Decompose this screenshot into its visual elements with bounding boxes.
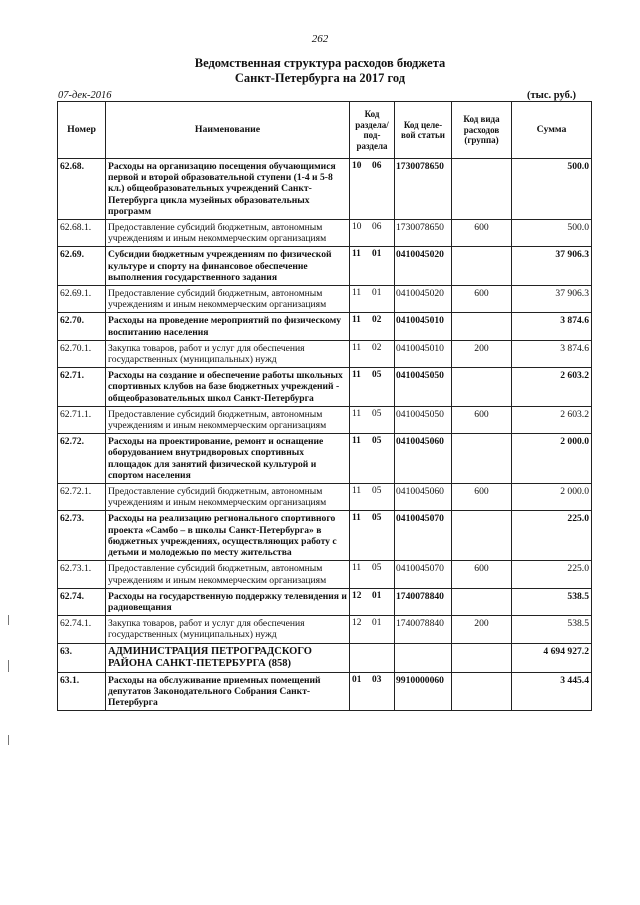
- row-podrazdel: 05: [372, 370, 382, 381]
- row-article: 1730078650: [395, 159, 452, 220]
- row-vid: 200: [452, 616, 512, 643]
- row-name: Расходы на обслуживание приемных помещений депутатов Законодательного Собрания Санкт-Петербурга: [106, 672, 350, 711]
- row-article: 0410045020: [395, 247, 452, 286]
- header-vid: Код вида расходов (группа): [452, 102, 512, 159]
- row-name: Расходы на реализацию регионального спортивного проекта «Самбо – в школы Санкт-Петербурга» в бюджетных учреждениях, осуществляющих работу с детьми и молодежью по месту жительства: [106, 511, 350, 561]
- row-podrazdel: 06: [372, 161, 382, 171]
- row-name: АДМИНИСТРАЦИЯ ПЕТРОГРАДСКОГО РАЙОНА САНКТ-ПЕТЕРБУРГА (858): [106, 643, 350, 672]
- row-razdel: 11: [352, 342, 362, 353]
- row-section: [350, 368, 395, 407]
- table-row: [58, 406, 592, 433]
- row-vid: [452, 247, 512, 286]
- budget-table: [57, 101, 592, 711]
- row-vid: 200: [452, 340, 512, 367]
- header-article: Код целе- вой статьи: [395, 102, 452, 159]
- row-podrazdel: 02: [372, 315, 382, 326]
- row-number: 62.72.: [58, 434, 106, 484]
- row-sum: 37 906.3: [512, 247, 592, 286]
- row-article: 0410045050: [395, 368, 452, 407]
- row-sum: 3 874.6: [512, 340, 592, 367]
- header-section: Код раздела/ под- раздела: [350, 102, 395, 159]
- row-sum: 2 000.0: [512, 434, 592, 484]
- row-sum: 3 874.6: [512, 313, 592, 340]
- table-row: [58, 434, 592, 484]
- document-title: [0, 56, 640, 86]
- row-sum: 37 906.3: [512, 286, 592, 313]
- row-name: Субсидии бюджетным учреждениям по физической культуре и спорту на финансовое обеспечение выполнения государственного задания: [106, 247, 350, 286]
- row-sum: 2 000.0: [512, 484, 592, 511]
- row-podrazdel: 03: [372, 674, 382, 685]
- row-name: Предоставление субсидий бюджетным, автономным учреждениям и иным некоммерческим организациям: [106, 220, 350, 247]
- row-article: 0410045010: [395, 313, 452, 340]
- row-podrazdel: 01: [372, 249, 382, 260]
- row-razdel: 11: [352, 315, 361, 326]
- row-razdel: 11: [352, 513, 361, 524]
- header-name: Наименование: [106, 102, 350, 159]
- row-razdel: 10: [352, 222, 362, 233]
- row-name: Предоставление субсидий бюджетным, автономным учреждениям и иным некоммерческим организациям: [106, 561, 350, 588]
- header-sum: Сумма: [512, 102, 592, 159]
- row-sum: 500.0: [512, 159, 592, 220]
- table-row: [58, 340, 592, 367]
- row-razdel: 11: [352, 288, 362, 299]
- row-razdel: 12: [352, 618, 362, 629]
- row-article: 0410045010: [395, 340, 452, 367]
- row-podrazdel: 05: [372, 563, 382, 574]
- row-name: Расходы на государственную поддержку телевидения и радиовещания: [106, 588, 350, 615]
- row-name: Предоставление субсидий бюджетным, автономным учреждениям и иным некоммерческим организациям: [106, 406, 350, 433]
- row-razdel: 12: [352, 590, 362, 601]
- row-section: [350, 406, 395, 433]
- row-section: [350, 340, 395, 367]
- row-number: 62.72.1.: [58, 484, 106, 511]
- table-row: [58, 561, 592, 588]
- row-number: 62.70.: [58, 313, 106, 340]
- row-razdel: 10: [352, 161, 362, 171]
- table-row: [58, 313, 592, 340]
- table-row: [58, 159, 592, 220]
- row-podrazdel: 05: [372, 486, 382, 497]
- row-number: 62.71.: [58, 368, 106, 407]
- row-vid: [452, 643, 512, 672]
- row-article: 0410045070: [395, 511, 452, 561]
- row-section: [350, 561, 395, 588]
- row-section: [350, 616, 395, 643]
- table-header-row: [58, 102, 592, 159]
- row-vid: 600: [452, 220, 512, 247]
- row-podrazdel: 05: [372, 408, 382, 419]
- row-podrazdel: 05: [372, 513, 382, 524]
- row-vid: 600: [452, 484, 512, 511]
- row-number: 62.74.1.: [58, 616, 106, 643]
- row-number: 62.73.1.: [58, 561, 106, 588]
- scan-edge-mark: [8, 660, 9, 672]
- row-sum: 2 603.2: [512, 368, 592, 407]
- row-number: 62.69.: [58, 247, 106, 286]
- row-section: [350, 247, 395, 286]
- row-vid: [452, 313, 512, 340]
- row-number: 63.1.: [58, 672, 106, 711]
- row-sum: 2 603.2: [512, 406, 592, 433]
- table-row: [58, 616, 592, 643]
- document-date: 07-дек-2016: [58, 90, 112, 101]
- row-section: [350, 159, 395, 220]
- row-razdel: 11: [352, 370, 361, 381]
- row-razdel: 11: [352, 563, 362, 574]
- header-number: Номер: [58, 102, 106, 159]
- title-line-1: Ведомственная структура расходов бюджета: [194, 56, 446, 70]
- row-name: Закупка товаров, работ и услуг для обеспечения государственных (муниципальных) нужд: [106, 340, 350, 367]
- row-sum: 4 694 927.2: [512, 643, 592, 672]
- row-vid: [452, 159, 512, 220]
- row-vid: [452, 434, 512, 484]
- page-number: 262: [311, 33, 329, 45]
- table-row: [58, 672, 592, 711]
- row-name: Расходы на проведение мероприятий по физическому воспитанию населения: [106, 313, 350, 340]
- row-name: Закупка товаров, работ и услуг для обеспечения государственных (муниципальных) нужд: [106, 616, 350, 643]
- row-article: 0410045060: [395, 434, 452, 484]
- table-row: [58, 368, 592, 407]
- row-article: 9910000060: [395, 672, 452, 711]
- row-name: Расходы на организацию посещения обучающимися первой и второй образовательной ступени (1-4 и 5-8 кл.) общеобразовательных учреждений Санкт-Петербурга цикла музейных образовательных программ: [106, 159, 350, 220]
- row-article: 1740078840: [395, 588, 452, 615]
- row-number: 62.69.1.: [58, 286, 106, 313]
- row-razdel: 11: [352, 486, 362, 497]
- row-podrazdel: 06: [372, 222, 382, 233]
- row-number: 62.71.1.: [58, 406, 106, 433]
- row-vid: [452, 511, 512, 561]
- table-row: [58, 484, 592, 511]
- row-article: 0410045060: [395, 484, 452, 511]
- table-row: [58, 247, 592, 286]
- table-row: [58, 588, 592, 615]
- row-razdel: 11: [352, 436, 361, 447]
- row-vid: 600: [452, 286, 512, 313]
- row-number: 62.68.1.: [58, 220, 106, 247]
- row-vid: 600: [452, 561, 512, 588]
- row-number: 62.73.: [58, 511, 106, 561]
- table-row: [58, 286, 592, 313]
- row-name: Расходы на проектирование, ремонт и оснащение оборудованием внутридворовых спортивных площадок для занятий физической культурой и спортом населения: [106, 434, 350, 484]
- row-podrazdel: 01: [372, 288, 382, 299]
- scan-edge-mark: [8, 615, 9, 625]
- row-number: 62.74.: [58, 588, 106, 615]
- row-podrazdel: 01: [372, 590, 382, 601]
- row-section: [350, 643, 395, 672]
- row-podrazdel: 05: [372, 436, 382, 447]
- table-body: [58, 159, 592, 711]
- row-number: 63.: [58, 643, 106, 672]
- row-podrazdel: 02: [372, 342, 382, 353]
- row-podrazdel: 01: [372, 618, 382, 629]
- row-razdel: 11: [352, 408, 362, 419]
- row-article: 0410045050: [395, 406, 452, 433]
- row-sum: 538.5: [512, 588, 592, 615]
- row-name: Предоставление субсидий бюджетным, автономным учреждениям и иным некоммерческим организациям: [106, 484, 350, 511]
- row-sum: 538.5: [512, 616, 592, 643]
- row-section: [350, 511, 395, 561]
- row-name: Предоставление субсидий бюджетным, автономным учреждениям и иным некоммерческим организациям: [106, 286, 350, 313]
- row-razdel: 11: [352, 249, 361, 260]
- row-section: [350, 672, 395, 711]
- row-sum: 225.0: [512, 511, 592, 561]
- row-name: Расходы на создание и обеспечение работы школьных спортивных клубов на базе бюджетных учреждений - общеобразовательных школ Санкт-Петербурга: [106, 368, 350, 407]
- row-section: [350, 313, 395, 340]
- row-section: [350, 220, 395, 247]
- row-article: [395, 643, 452, 672]
- row-sum: 3 445.4: [512, 672, 592, 711]
- row-number: 62.68.: [58, 159, 106, 220]
- row-article: 1730078650: [395, 220, 452, 247]
- row-sum: 500.0: [512, 220, 592, 247]
- units-label: (тыс. руб.): [527, 90, 576, 101]
- table-row: [58, 511, 592, 561]
- row-article: 0410045020: [395, 286, 452, 313]
- row-section: [350, 588, 395, 615]
- row-section: [350, 286, 395, 313]
- row-vid: [452, 588, 512, 615]
- row-section: [350, 484, 395, 511]
- row-article: 1740078840: [395, 616, 452, 643]
- scan-edge-mark: [8, 735, 9, 745]
- title-line-2: Санкт-Петербурга на 2017 год: [234, 71, 406, 85]
- row-razdel: 01: [352, 674, 362, 685]
- row-sum: 225.0: [512, 561, 592, 588]
- row-vid: [452, 368, 512, 407]
- row-number: 62.70.1.: [58, 340, 106, 367]
- row-vid: 600: [452, 406, 512, 433]
- row-article: 0410045070: [395, 561, 452, 588]
- row-section: [350, 434, 395, 484]
- table-row: [58, 643, 592, 672]
- table-row: [58, 220, 592, 247]
- row-vid: [452, 672, 512, 711]
